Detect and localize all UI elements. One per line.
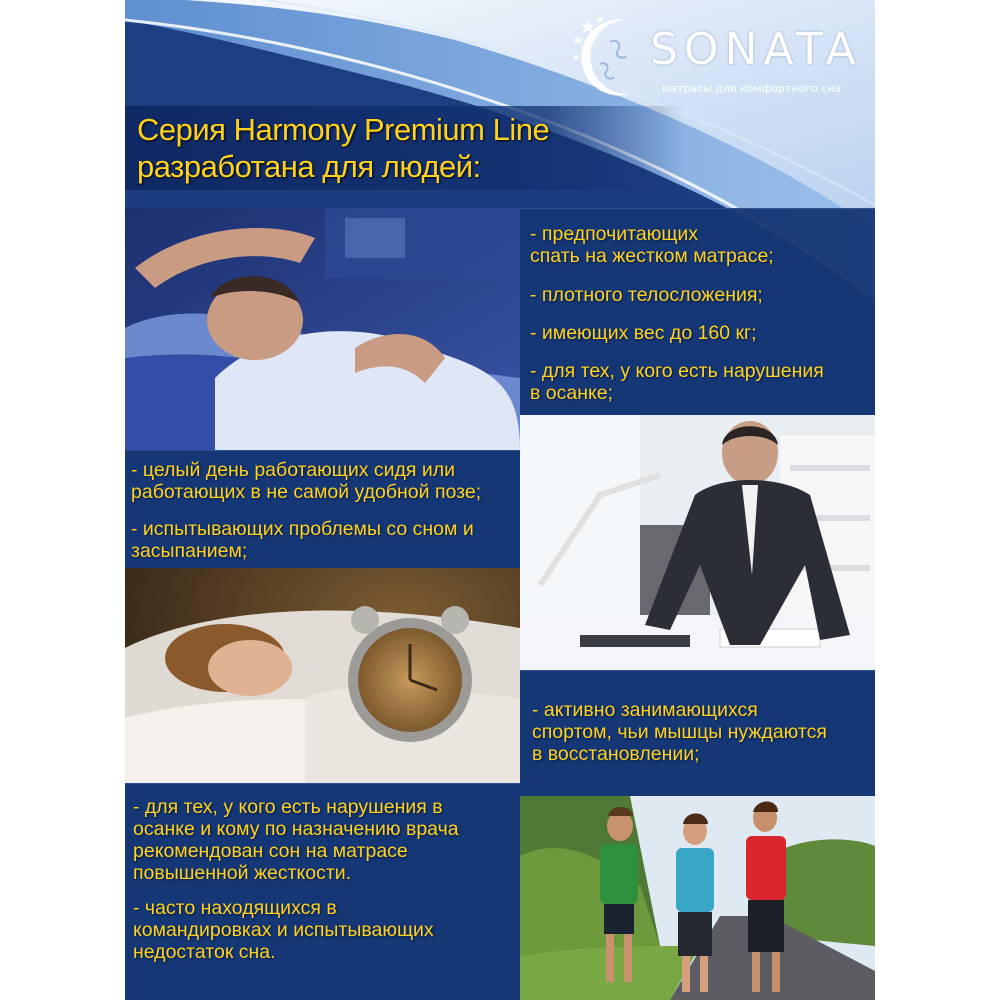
list-item: - испытывающих проблемы со сном и засыпанием; bbox=[131, 518, 474, 562]
heading-line-2: разработана для людей: bbox=[137, 149, 481, 184]
promo-poster bbox=[125, 0, 875, 1000]
heading-line-1: Серия Harmony Premium Line bbox=[137, 112, 550, 147]
list-item: - целый день работающих сидя или работающих в не самой удобной позе; bbox=[131, 459, 482, 503]
benefits-panel-middle-right bbox=[520, 670, 875, 797]
list-item: - имеющих вес до 160 кг; bbox=[530, 322, 757, 344]
list-item: - для тех, у кого есть нарушения в осанке и кому по назначению врача рекомендован сон на матрасе повышенной жесткости. bbox=[133, 796, 459, 884]
brand-logo bbox=[570, 12, 870, 102]
benefits-panel-bottom-left bbox=[125, 783, 520, 1000]
brand-tagline: матрасы для комфортного сна bbox=[662, 82, 842, 95]
list-item: - плотного телосложения; bbox=[530, 284, 763, 306]
brand-name: SONATA bbox=[650, 24, 862, 75]
photo-office-man bbox=[520, 415, 875, 670]
list-item: - часто находящихся в командировках и испытывающих недостаток сна. bbox=[133, 897, 434, 963]
benefits-panel-top-right bbox=[520, 208, 875, 416]
photo-sleeping-man bbox=[125, 208, 520, 450]
crescent-moon-stars-icon bbox=[570, 12, 660, 102]
benefits-panel-middle-left bbox=[125, 450, 520, 569]
photo-runners bbox=[520, 796, 875, 1000]
list-item: - для тех, у кого есть нарушения в осанке; bbox=[530, 360, 824, 404]
page-heading bbox=[125, 106, 685, 190]
list-item: - активно занимающихся спортом, чьи мышцы нуждаются в восстановлении; bbox=[532, 699, 827, 765]
photo-woman-alarm-clock bbox=[125, 568, 520, 783]
list-item: - предпочитающих спать на жестком матрасе; bbox=[530, 223, 774, 267]
